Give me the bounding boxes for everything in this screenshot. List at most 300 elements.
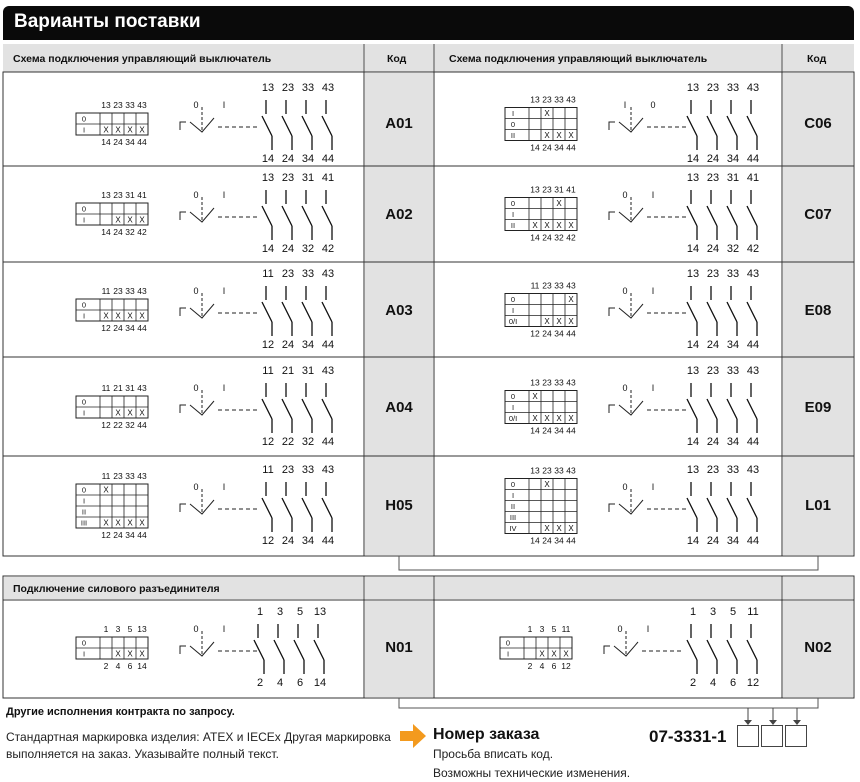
contact-blade	[727, 399, 737, 419]
grid-bottom-label: 14	[530, 142, 540, 153]
grid-top-label: 23	[542, 280, 552, 291]
grid-position-label: 0	[81, 638, 87, 648]
grid-top-label: 13	[530, 377, 540, 388]
contact-blade	[314, 640, 324, 660]
grid-top-label: 1	[103, 624, 109, 634]
grid-bottom-label: 42	[566, 232, 576, 243]
actuator-symbol	[180, 504, 186, 512]
actuator-symbol	[609, 504, 615, 512]
contact-top-label: 3	[276, 606, 284, 618]
actuator-position: 0	[193, 286, 199, 296]
code-e09: E09	[804, 399, 832, 416]
contact-top-label: 33	[726, 365, 740, 377]
grid-cross: X	[139, 311, 145, 321]
grid-cross: X	[127, 215, 133, 225]
right-scheme-header-label: Схема подключения управляющий выключатель	[449, 53, 708, 65]
grid-cross: X	[532, 221, 538, 230]
contact-top-label: 3	[709, 606, 717, 618]
contact-blade	[262, 302, 272, 322]
contact-blade	[294, 640, 304, 660]
contact-bottom-label: 44	[746, 339, 760, 351]
grid-bottom-label: 14	[101, 227, 111, 237]
contact-top-label: 33	[726, 82, 740, 94]
actuator-position: I	[222, 624, 226, 634]
grid-bottom-label: 14	[530, 425, 540, 436]
grid-position-label: II	[81, 507, 87, 517]
contact-blade	[727, 498, 737, 518]
grid-top-label: 13	[530, 94, 540, 105]
code-c07: C07	[804, 206, 832, 223]
contact-bottom-label: 44	[321, 153, 335, 165]
grid-top-label: 11	[101, 383, 111, 393]
contact-top-label: 43	[746, 365, 760, 377]
contact-top-label: 23	[281, 464, 295, 476]
contact-bottom-label: 14	[686, 535, 700, 547]
contact-bottom-label: 6	[729, 677, 737, 689]
code-a04: A04	[385, 399, 413, 416]
contact-bottom-label: 24	[706, 535, 720, 547]
contact-blade	[687, 302, 697, 322]
grid-cross: X	[115, 518, 121, 528]
grid-cross: X	[556, 131, 562, 140]
grid-position-label: 0	[81, 485, 87, 495]
left-scheme-header-label: Схема подключения управляющий выключатель	[13, 53, 272, 65]
grid-position-label: III	[80, 518, 88, 528]
contact-bottom-label: 32	[301, 436, 315, 448]
grid-bottom-label: 34	[125, 137, 135, 147]
contact-top-label: 13	[686, 464, 700, 476]
marking-note-line2: выполняется на заказ. Указывайте полный текст.	[6, 747, 279, 761]
actuator-position: 0	[650, 100, 656, 110]
contact-bottom-label: 14	[261, 153, 275, 165]
contact-top-label: 33	[301, 464, 315, 476]
grid-position-label: 0	[505, 638, 511, 648]
contact-top-label: 23	[706, 464, 720, 476]
contact-bottom-label: 44	[746, 153, 760, 165]
grid-cross: X	[139, 649, 145, 659]
contact-blade	[282, 399, 292, 419]
contact-bottom-label: 2	[689, 677, 697, 689]
grid-position-label: 0	[510, 120, 516, 129]
contact-blade	[707, 498, 717, 518]
grid-cross: X	[544, 524, 550, 533]
contact-blade	[262, 498, 272, 518]
grid-top-label: 43	[566, 465, 576, 476]
grid-bottom-label: 14	[101, 137, 111, 147]
actuator-position: I	[651, 286, 655, 296]
grid-position-label: 0	[510, 295, 516, 304]
actuator-symbol	[604, 646, 610, 654]
grid-top-label: 33	[125, 286, 135, 296]
contact-top-label: 23	[281, 172, 295, 184]
contact-blade	[322, 399, 332, 419]
contact-bottom-label: 4	[276, 677, 284, 689]
contact-blade	[302, 116, 312, 136]
grid-top-label: 5	[551, 624, 557, 634]
actuator-position: 0	[622, 482, 628, 492]
contact-bottom-label: 14	[261, 243, 275, 255]
grid-bottom-label: 24	[542, 425, 552, 436]
grid-position-label: III	[509, 513, 517, 522]
grid-position-label: I	[82, 649, 86, 659]
contact-blade	[727, 640, 737, 660]
contact-bottom-label: 12	[261, 535, 275, 547]
other-versions-note: Другие исполнения контракта по запросу.	[6, 706, 235, 718]
contact-blade	[322, 498, 332, 518]
grid-cross: X	[544, 221, 550, 230]
grid-position-label: I	[511, 306, 515, 315]
contact-blade	[322, 116, 332, 136]
grid-bottom-label: 44	[137, 137, 147, 147]
contact-top-label: 13	[261, 172, 275, 184]
grid-cross: X	[568, 414, 574, 423]
grid-top-label: 41	[137, 190, 147, 200]
grid-cross: X	[532, 392, 538, 401]
contact-bottom-label: 14	[686, 436, 700, 448]
grid-top-label: 1	[527, 624, 533, 634]
contact-bottom-label: 24	[706, 339, 720, 351]
grid-bottom-label: 2	[103, 661, 109, 671]
contact-blade	[707, 302, 717, 322]
contact-blade	[322, 302, 332, 322]
contact-bottom-label: 24	[281, 243, 295, 255]
actuator-position: I	[651, 383, 655, 393]
grid-position-label: 0	[81, 114, 87, 124]
grid-bottom-label: 44	[566, 328, 576, 339]
grid-top-label: 33	[125, 100, 135, 110]
contact-blade	[687, 399, 697, 419]
contact-bottom-label: 34	[726, 339, 740, 351]
contact-top-label: 33	[726, 268, 740, 280]
grid-bottom-label: 12	[101, 323, 111, 333]
code-n01: N01	[385, 639, 413, 656]
code-a03: A03	[385, 302, 413, 319]
grid-top-label: 31	[125, 190, 135, 200]
grid-bottom-label: 24	[542, 142, 552, 153]
grid-bottom-label: 22	[113, 420, 123, 430]
contact-bottom-label: 12	[746, 677, 760, 689]
contact-blade	[747, 116, 757, 136]
code-h05: H05	[385, 497, 413, 514]
grid-bottom-label: 44	[137, 323, 147, 333]
contact-bottom-label: 44	[746, 535, 760, 547]
grid-top-label: 11	[101, 471, 111, 481]
order-note-1: Просьба вписать код.	[433, 747, 554, 761]
grid-bottom-label: 6	[551, 661, 557, 671]
grid-top-label: 11	[101, 286, 111, 296]
grid-bottom-label: 24	[113, 137, 123, 147]
grid-cross: X	[127, 125, 133, 135]
actuator-position: I	[222, 286, 226, 296]
actuator-position: 0	[622, 190, 628, 200]
actuator-symbol	[609, 308, 615, 316]
contact-blade	[254, 640, 264, 660]
grid-position-label: I	[511, 210, 515, 219]
contact-blade	[687, 498, 697, 518]
grid-cross: X	[127, 649, 133, 659]
actuator-position: I	[651, 482, 655, 492]
grid-cross: X	[568, 221, 574, 230]
grid-position-label: II	[510, 502, 516, 511]
grid-cross: X	[115, 215, 121, 225]
contact-top-label: 1	[689, 606, 697, 618]
contact-bottom-label: 32	[726, 243, 740, 255]
contact-top-label: 13	[686, 268, 700, 280]
contact-top-label: 31	[726, 172, 740, 184]
contact-bottom-label: 14	[686, 339, 700, 351]
grid-bottom-label: 34	[554, 328, 564, 339]
grid-position-label: IV	[509, 524, 517, 533]
contact-top-label: 41	[746, 172, 760, 184]
grid-top-label: 11	[561, 624, 571, 634]
grid-cross: X	[568, 317, 574, 326]
grid-cross: X	[103, 125, 109, 135]
contact-top-label: 13	[686, 365, 700, 377]
contact-top-label: 23	[706, 82, 720, 94]
actuator-position: 0	[622, 286, 628, 296]
grid-cross: X	[556, 524, 562, 533]
grid-cross: X	[544, 109, 550, 118]
grid-top-label: 43	[137, 471, 147, 481]
contact-top-label: 21	[281, 365, 295, 377]
section-title: Варианты поставки	[14, 11, 201, 32]
actuator-position: I	[651, 190, 655, 200]
grid-bottom-label: 4	[115, 661, 121, 671]
grid-bottom-label: 12	[101, 420, 111, 430]
grid-bottom-label: 14	[530, 535, 540, 546]
grid-position-label: 0	[81, 300, 87, 310]
contact-bottom-label: 44	[746, 436, 760, 448]
actuator-position: I	[646, 624, 650, 634]
grid-top-label: 23	[113, 190, 123, 200]
grid-cross: X	[139, 408, 145, 418]
grid-top-label: 13	[101, 190, 111, 200]
grid-position-label: I	[82, 311, 86, 321]
grid-position-label: 0	[510, 480, 516, 489]
actuator-position: 0	[193, 624, 199, 634]
contact-bottom-label: 24	[281, 153, 295, 165]
order-number: 07-3331-1	[649, 727, 727, 746]
grid-bottom-label: 24	[113, 323, 123, 333]
grid-top-label: 13	[101, 100, 111, 110]
order-note-2: Возможны технические изменения.	[433, 766, 631, 780]
order-pointer-lines	[0, 700, 860, 740]
actuator-symbol	[180, 646, 186, 654]
grid-cross: X	[103, 311, 109, 321]
contact-blade	[262, 206, 272, 226]
contact-blade	[727, 206, 737, 226]
actuator-position: 0	[617, 624, 623, 634]
actuator-symbol	[609, 122, 615, 130]
grid-cross: X	[115, 125, 121, 135]
actuator-position: I	[222, 482, 226, 492]
grid-top-label: 23	[113, 471, 123, 481]
contact-blade	[707, 116, 717, 136]
contact-bottom-label: 24	[281, 535, 295, 547]
code-a02: A02	[385, 206, 413, 223]
contact-top-label: 23	[706, 268, 720, 280]
grid-cross: X	[139, 125, 145, 135]
contact-top-label: 43	[321, 82, 335, 94]
contact-blade	[282, 498, 292, 518]
contact-blade	[687, 640, 697, 660]
actuator-position: I	[623, 100, 627, 110]
grid-position-label: I	[511, 491, 515, 500]
contact-top-label: 5	[729, 606, 737, 618]
contact-bottom-label: 44	[321, 436, 335, 448]
actuator-symbol	[180, 405, 186, 413]
contact-top-label: 13	[686, 172, 700, 184]
contact-top-label: 31	[301, 365, 315, 377]
contact-blade	[707, 640, 717, 660]
actuator-symbol	[609, 405, 615, 413]
grid-top-label: 21	[113, 383, 123, 393]
grid-bottom-label: 24	[542, 232, 552, 243]
grid-top-label: 13	[137, 624, 147, 634]
grid-cross: X	[568, 131, 574, 140]
grid-bottom-label: 32	[125, 227, 135, 237]
contact-bottom-label: 24	[706, 153, 720, 165]
actuator-symbol	[180, 212, 186, 220]
grid-bottom-label: 24	[113, 530, 123, 540]
code-n02: N02	[804, 639, 832, 656]
contact-bottom-label: 22	[281, 436, 295, 448]
grid-position-label: I	[506, 649, 510, 659]
grid-position-label: 0	[510, 392, 516, 401]
grid-cross: X	[544, 317, 550, 326]
contact-bottom-label: 14	[686, 243, 700, 255]
contact-bottom-label: 14	[686, 153, 700, 165]
contact-top-label: 43	[746, 464, 760, 476]
grid-cross: X	[127, 311, 133, 321]
grid-cross: X	[556, 199, 562, 208]
grid-bottom-label: 34	[554, 535, 564, 546]
grid-bottom-label: 44	[137, 420, 147, 430]
grid-top-label: 23	[542, 377, 552, 388]
grid-top-label: 33	[554, 377, 564, 388]
contact-blade	[282, 116, 292, 136]
grid-cross: X	[127, 408, 133, 418]
contact-top-label: 43	[321, 464, 335, 476]
grid-bottom-label: 44	[566, 535, 576, 546]
actuator-symbol	[180, 122, 186, 130]
grid-cross: X	[539, 649, 545, 659]
grid-top-label: 43	[566, 377, 576, 388]
contact-top-label: 13	[313, 606, 327, 618]
grid-bottom-label: 42	[137, 227, 147, 237]
grid-bottom-label: 34	[125, 530, 135, 540]
contact-top-label: 43	[321, 268, 335, 280]
grid-bottom-label: 44	[566, 425, 576, 436]
contact-bottom-label: 12	[261, 339, 275, 351]
contact-top-label: 11	[262, 464, 274, 476]
grid-top-label: 43	[566, 94, 576, 105]
grid-bottom-label: 34	[554, 142, 564, 153]
grid-bottom-label: 14	[137, 661, 147, 671]
contact-top-label: 23	[281, 268, 295, 280]
grid-position-label: I	[511, 403, 515, 412]
contact-top-label: 33	[726, 464, 740, 476]
grid-cross: X	[551, 649, 557, 659]
contact-bottom-label: 14	[313, 677, 327, 689]
grid-bottom-label: 24	[542, 328, 552, 339]
grid-top-label: 31	[125, 383, 135, 393]
grid-position-label: 0	[81, 397, 87, 407]
contact-blade	[262, 116, 272, 136]
grid-top-label: 23	[113, 100, 123, 110]
contact-bottom-label: 12	[261, 436, 275, 448]
grid-bottom-label: 2	[527, 661, 533, 671]
actuator-position: I	[222, 100, 226, 110]
grid-bottom-label: 32	[554, 232, 564, 243]
contact-bottom-label: 44	[321, 339, 335, 351]
contact-top-label: 33	[301, 268, 315, 280]
contact-top-label: 23	[706, 172, 720, 184]
grid-cross: X	[556, 317, 562, 326]
contact-bottom-label: 42	[321, 243, 335, 255]
contact-blade	[747, 640, 757, 660]
grid-position-label: I	[511, 109, 515, 118]
grid-bottom-label: 44	[566, 142, 576, 153]
contact-top-label: 13	[261, 82, 275, 94]
grid-bottom-label: 4	[539, 661, 545, 671]
grid-top-label: 33	[554, 94, 564, 105]
grid-cross: X	[115, 649, 121, 659]
actuator-position: I	[222, 190, 226, 200]
grid-cross: X	[139, 215, 145, 225]
code-l01: L01	[805, 497, 831, 514]
contact-blade	[707, 399, 717, 419]
contact-blade	[262, 399, 272, 419]
grid-top-label: 11	[530, 280, 540, 291]
grid-top-label: 23	[542, 465, 552, 476]
contact-blade	[282, 302, 292, 322]
contact-blade	[747, 399, 757, 419]
contact-top-label: 11	[262, 365, 274, 377]
grid-position-label: I	[82, 408, 86, 418]
grid-top-label: 23	[542, 184, 552, 195]
grid-top-label: 5	[127, 624, 133, 634]
marking-note-line1: Стандартная маркировка изделия: ATEX и IECEx Другая маркировка	[6, 730, 391, 744]
contact-bottom-label: 24	[706, 243, 720, 255]
contact-top-label: 11	[262, 268, 274, 280]
contact-blade	[707, 206, 717, 226]
contact-blade	[322, 206, 332, 226]
contact-bottom-label: 24	[281, 339, 295, 351]
contact-bottom-label: 42	[746, 243, 760, 255]
contact-blade	[747, 498, 757, 518]
grid-top-label: 43	[137, 100, 147, 110]
contact-top-label: 31	[301, 172, 315, 184]
grid-cross: X	[103, 518, 109, 528]
grid-cross: X	[568, 295, 574, 304]
code-e08: E08	[804, 302, 832, 319]
actuator-position: 0	[193, 482, 199, 492]
order-title: Номер заказа	[433, 726, 540, 743]
code-a01: A01	[385, 115, 413, 132]
grid-position-label: 0	[81, 204, 87, 214]
contact-bottom-label: 34	[726, 436, 740, 448]
grid-top-label: 3	[115, 624, 121, 634]
grid-bottom-label: 12	[530, 328, 540, 339]
actuator-position: 0	[193, 100, 199, 110]
contact-bottom-label: 34	[726, 153, 740, 165]
grid-cross: X	[115, 408, 121, 418]
contact-blade	[747, 302, 757, 322]
contact-bottom-label: 34	[301, 153, 315, 165]
grid-top-label: 31	[554, 184, 564, 195]
actuator-position: 0	[193, 190, 199, 200]
